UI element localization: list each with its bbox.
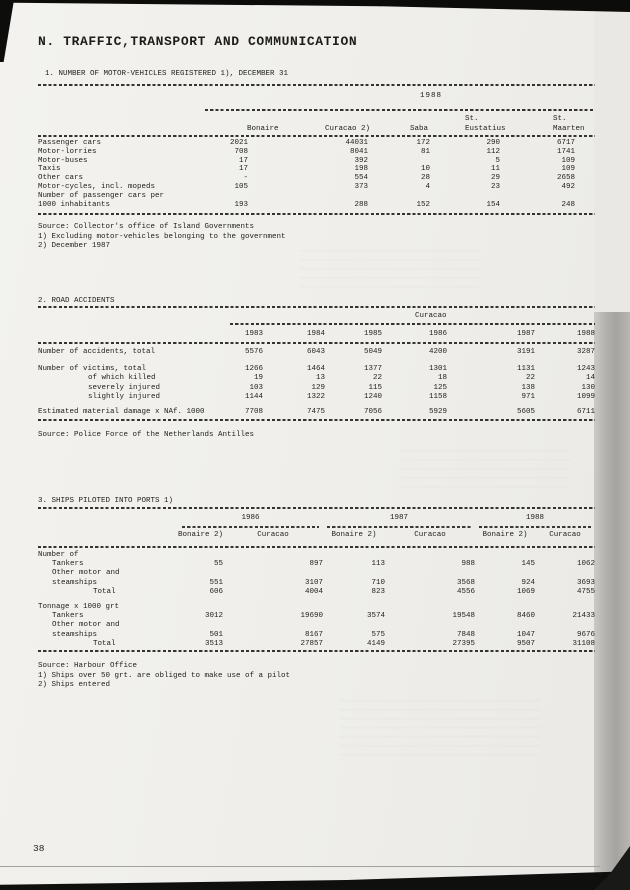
table-cell: 7708: [244, 408, 263, 417]
table-cell: 55: [213, 560, 223, 569]
source-line: Source: Police Force of the Netherlands Antilles: [38, 431, 255, 439]
table-cell: 8460: [516, 612, 535, 621]
table-cell: 551: [209, 578, 223, 587]
table-row: [38, 157, 575, 166]
row-label: Other motor and: [52, 621, 120, 630]
table2-body: [38, 348, 595, 417]
table3-body: [38, 551, 595, 649]
footnote-line: 2) December 1987: [38, 242, 111, 251]
table-cell: [475, 551, 535, 560]
table-row: [38, 588, 595, 597]
row-label: Taxis: [38, 165, 61, 174]
table-cell: 1069: [516, 587, 535, 596]
table-cell: 172: [416, 139, 430, 147]
table1-body: [38, 139, 575, 209]
spacer: [38, 514, 178, 523]
scan-right-margin: [594, 0, 630, 314]
column-header: [247, 125, 279, 135]
table-cell: 392: [354, 156, 368, 165]
table1-column-headers: [38, 112, 595, 134]
table-cell: 13: [315, 374, 325, 383]
table-cell: 19548: [452, 612, 475, 621]
table-cell: 5605: [516, 408, 535, 417]
table-cell: 10: [420, 165, 430, 174]
spacer: [38, 531, 178, 540]
column-header: Curacao: [549, 531, 581, 539]
table-cell: 138: [521, 383, 535, 392]
table-cell: 8167: [304, 630, 323, 639]
row-label: Passenger cars: [38, 139, 102, 147]
table-cell: [535, 621, 595, 630]
table-cell: [475, 621, 535, 630]
footnote-line: 1) Excluding motor-vehicles belonging to the government: [38, 232, 286, 241]
table-cell: 1062: [576, 560, 595, 569]
table-cell: 21433: [572, 612, 595, 621]
table-row: [38, 365, 595, 374]
column-header: 1988: [525, 514, 544, 522]
table-cell: 1741: [556, 147, 575, 156]
table1-year-header: 1988: [420, 92, 443, 100]
column-header-line: St.: [465, 115, 479, 123]
table-cell: 1131: [516, 365, 535, 374]
row-label: Other cars: [38, 174, 84, 183]
rule-dashed: [38, 306, 595, 308]
table-cell: 6717: [556, 139, 575, 147]
table-cell: 154: [486, 200, 500, 209]
column-header-line: Saba: [410, 124, 429, 133]
table-cell: 4755: [576, 587, 595, 596]
table-cell: 3191: [516, 348, 535, 356]
table3-source-block: [38, 662, 290, 691]
table-row: [38, 384, 595, 393]
row-label: Other motor and: [52, 569, 120, 578]
column-header: 1986: [241, 514, 260, 522]
table-row: [38, 579, 595, 588]
rule-dashed: [38, 546, 595, 548]
row-label: Number of: [38, 551, 79, 559]
table-cell: 125: [433, 383, 447, 392]
scan-edge-top: [0, 0, 630, 12]
table-cell: 3287: [576, 348, 595, 356]
row-label: steamships: [52, 578, 98, 587]
table-cell: 18: [437, 374, 447, 383]
table-cell: 554: [354, 174, 368, 183]
column-header: [553, 115, 585, 134]
table-cell: 198: [354, 165, 368, 174]
table-cell: [475, 569, 535, 578]
table-cell: 823: [371, 587, 385, 596]
row-label: Total: [93, 639, 116, 648]
row-label: Motor-cycles, incl. mopeds: [38, 182, 156, 191]
table-cell: [178, 551, 223, 560]
column-header: 1987: [516, 330, 535, 338]
rule-dashed: [323, 526, 475, 528]
row-label: Total: [93, 587, 116, 596]
column-header: [325, 125, 370, 135]
table-cell: [178, 621, 223, 630]
table-cell: 1377: [363, 365, 382, 374]
column-header: 1983: [244, 330, 263, 338]
scan-edge-bottom: [0, 870, 630, 890]
column-header-line: Curacao 2): [325, 124, 371, 133]
row-label: of which killed: [88, 374, 156, 383]
table-row: [38, 348, 595, 357]
table-cell: 7475: [306, 408, 325, 417]
row-label: slightly injured: [88, 392, 161, 401]
column-header: [410, 125, 428, 135]
table-cell: 193: [234, 200, 248, 209]
table-row: [38, 165, 575, 174]
table-cell: [323, 603, 385, 612]
table-cell: 5049: [363, 348, 382, 356]
table-cell: 1099: [576, 392, 595, 401]
row-label: Tankers: [52, 612, 84, 621]
rule-dashed: [38, 342, 595, 344]
rule-dashed: [205, 109, 595, 111]
table2-heading: 2. ROAD ACCIDENTS: [38, 297, 115, 305]
table-row: [38, 569, 595, 578]
rule-dashed: [38, 213, 595, 215]
table-cell: 5929: [428, 408, 447, 417]
table-cell: 109: [561, 156, 575, 165]
table-cell: 105: [234, 182, 248, 191]
row-label: Motor-lorries: [38, 147, 97, 156]
scan-edge-left: [0, 0, 14, 62]
table-cell: 4200: [428, 348, 447, 356]
spacer: [38, 526, 178, 528]
row-label: Number of accidents, total: [38, 348, 156, 356]
table-row: [38, 192, 575, 201]
bleedthrough-smudge: [300, 250, 480, 290]
table-cell: 710: [371, 578, 385, 587]
table-cell: 11: [490, 165, 500, 174]
row-label: 1000 inhabitants: [38, 200, 111, 209]
rule-dashed: [38, 507, 595, 509]
table3-year-rules: [38, 526, 595, 528]
table-cell: 14: [585, 374, 595, 383]
table-cell: 27857: [300, 639, 323, 648]
table1-source-block: [38, 223, 286, 252]
table3-heading: 3. SHIPS PILOTED INTO PORTS 1): [38, 497, 174, 505]
table-cell: [430, 192, 500, 201]
table-cell: 28: [420, 174, 430, 183]
rule-dashed: [178, 526, 323, 528]
table-row: [38, 603, 595, 612]
source-line: Source: Harbour Office: [38, 662, 138, 670]
row-label: steamships: [52, 630, 98, 639]
column-header: Curacao: [257, 531, 289, 539]
row-label: Tonnage x 1000 grt: [38, 603, 120, 612]
table-cell: 1464: [306, 365, 325, 374]
column-header: [465, 115, 506, 134]
table2-year-headers: [38, 330, 595, 339]
table-row: [38, 408, 595, 417]
table-cell: [248, 192, 368, 201]
table-cell: 1158: [428, 392, 447, 401]
table-cell: 9507: [516, 639, 535, 648]
table-cell: 7056: [363, 408, 382, 417]
bleedthrough-smudge: [340, 700, 540, 760]
table2-source-block: [38, 431, 254, 441]
table-cell: [323, 621, 385, 630]
table-cell: 22: [525, 374, 535, 383]
table-row: [38, 621, 595, 630]
column-header-line: Maarten: [553, 124, 585, 133]
table-row: [38, 560, 595, 569]
table-cell: 3693: [576, 578, 595, 587]
table-cell: 27395: [452, 639, 475, 648]
table-cell: [500, 192, 575, 201]
table-cell: 924: [521, 578, 535, 587]
row-label: Estimated material damage x NAf. 1000: [38, 408, 205, 417]
rule-dashed: [230, 323, 595, 325]
table-cell: [223, 569, 323, 578]
table-cell: 988: [461, 560, 475, 569]
table-cell: 2021: [229, 139, 248, 147]
table-cell: 971: [521, 392, 535, 401]
table1-heading: 1. NUMBER OF MOTOR-VEHICLES REGISTERED 1), DECEMBER 31: [45, 70, 289, 78]
table-cell: 373: [354, 182, 368, 191]
column-header: Bonaire 2): [178, 531, 224, 539]
table-cell: [178, 569, 223, 578]
table-cell: 501: [209, 630, 223, 639]
table-cell: 113: [371, 560, 385, 569]
table-row: [38, 201, 575, 210]
table-cell: [535, 569, 595, 578]
table-cell: 130: [581, 383, 595, 392]
table-cell: 115: [368, 383, 382, 392]
table-cell: 17: [238, 156, 248, 165]
column-header: 1984: [306, 330, 325, 338]
table-cell: 3574: [366, 612, 385, 621]
table-cell: 19690: [300, 612, 323, 621]
scan-bottom-hairline: [0, 866, 600, 867]
table-cell: 1301: [428, 365, 447, 374]
rule-dashed: [38, 419, 595, 421]
column-header: 1986: [428, 330, 447, 338]
table-cell: [385, 603, 475, 612]
table-cell: 9676: [576, 630, 595, 639]
table-cell: [385, 551, 475, 560]
table-cell: 112: [486, 147, 500, 156]
table-cell: 1322: [306, 392, 325, 401]
rule-dashed: [38, 135, 595, 137]
table-cell: 31108: [572, 639, 595, 648]
table-cell: [223, 621, 323, 630]
bleedthrough-smudge: [400, 450, 570, 495]
rule-dashed: [38, 84, 595, 86]
table-cell: 6043: [306, 348, 325, 356]
table-cell: 492: [561, 182, 575, 191]
row-label: Number of victims, total: [38, 365, 147, 374]
table-cell: 1144: [244, 392, 263, 401]
table-cell: 17: [238, 165, 248, 174]
table-cell: 4556: [456, 587, 475, 596]
table-cell: 129: [311, 383, 325, 392]
table-cell: 5: [495, 156, 500, 165]
table-cell: [178, 603, 223, 612]
table-cell: 3513: [204, 639, 223, 648]
table-cell: 4149: [366, 639, 385, 648]
table-cell: 23: [490, 182, 500, 191]
spacer: [38, 330, 188, 339]
page-number: 38: [33, 843, 45, 854]
table-cell: 19: [253, 374, 263, 383]
table-cell: [368, 192, 430, 201]
table-cell: 109: [561, 165, 575, 174]
rule-dashed: [38, 650, 595, 652]
table-cell: [323, 551, 385, 560]
table-cell: 1243: [576, 365, 595, 374]
table-row: [38, 612, 595, 621]
row-label: Tankers: [52, 560, 84, 569]
table-cell: [368, 157, 430, 166]
table-cell: 7848: [456, 630, 475, 639]
table-row: [38, 139, 575, 148]
table-cell: [168, 192, 248, 201]
table-cell: 152: [416, 200, 430, 209]
table-cell: 708: [234, 147, 248, 156]
rule-dashed: [475, 526, 595, 528]
table-row: [38, 640, 595, 649]
table-cell: [385, 621, 475, 630]
table-cell: 8041: [349, 147, 368, 156]
table-cell: 606: [209, 587, 223, 596]
table-row: [38, 148, 575, 157]
row-label: Motor-buses: [38, 156, 88, 165]
table-cell: 1047: [516, 630, 535, 639]
table-cell: 44031: [345, 139, 368, 147]
row-label: Number of passenger cars per: [38, 191, 165, 200]
table-cell: 29: [490, 174, 500, 183]
table-row: [38, 183, 575, 192]
column-header: 1988: [576, 330, 595, 338]
column-header-line: Eustatius: [465, 124, 506, 133]
table-cell: 145: [521, 560, 535, 569]
table-cell: 575: [371, 630, 385, 639]
table-cell: [223, 551, 323, 560]
table2-group-header: Curacao: [415, 312, 447, 320]
table-cell: 1240: [363, 392, 382, 401]
table-cell: [223, 603, 323, 612]
column-header: Bonaire 2): [482, 531, 528, 539]
table-cell: 1266: [244, 365, 263, 374]
table-cell: [535, 551, 595, 560]
table3-year-headers: [38, 514, 595, 523]
table3-subcolumn-headers: [38, 531, 595, 540]
table-cell: 4004: [304, 587, 323, 596]
column-header: Curacao: [414, 531, 446, 539]
table-cell: 22: [372, 374, 382, 383]
page-title: N. TRAFFIC,TRANSPORT AND COMMUNICATION: [38, 34, 358, 49]
table-cell: 3568: [456, 578, 475, 587]
column-header: 1987: [389, 514, 408, 522]
table-row: [38, 174, 575, 183]
column-header: 1985: [363, 330, 382, 338]
table-cell: 81: [420, 147, 430, 156]
scan-next-page-edge: [594, 312, 630, 874]
table-cell: 5576: [244, 348, 263, 356]
table-cell: 3012: [204, 612, 223, 621]
footnote-line: 2) Ships entered: [38, 681, 111, 690]
table-cell: 290: [486, 139, 500, 147]
table-row: [38, 393, 595, 402]
table-row: [38, 551, 595, 560]
source-line: Source: Collector's office of Island Governments: [38, 223, 255, 231]
table-cell: [323, 569, 385, 578]
table-cell: [385, 569, 475, 578]
table-cell: [475, 603, 535, 612]
table-cell: 288: [354, 200, 368, 209]
table-cell: 4: [425, 182, 430, 191]
footnote-line: 1) Ships over 50 grt. are obliged to make use of a pilot: [38, 671, 291, 680]
column-header-line: St.: [553, 115, 567, 123]
table-row: [38, 631, 595, 640]
table-cell: [535, 603, 595, 612]
column-header-line: Bonaire: [247, 124, 279, 133]
table-cell: 3107: [304, 578, 323, 587]
table-cell: 248: [561, 200, 575, 209]
table-cell: 6711: [576, 408, 595, 417]
row-label: severely injured: [88, 383, 161, 392]
column-header: Bonaire 2): [331, 531, 377, 539]
table-cell: 103: [249, 383, 263, 392]
table-cell: 2658: [556, 174, 575, 183]
table-cell: -: [243, 174, 248, 183]
table-row: [38, 374, 595, 383]
table-cell: 897: [309, 560, 323, 569]
